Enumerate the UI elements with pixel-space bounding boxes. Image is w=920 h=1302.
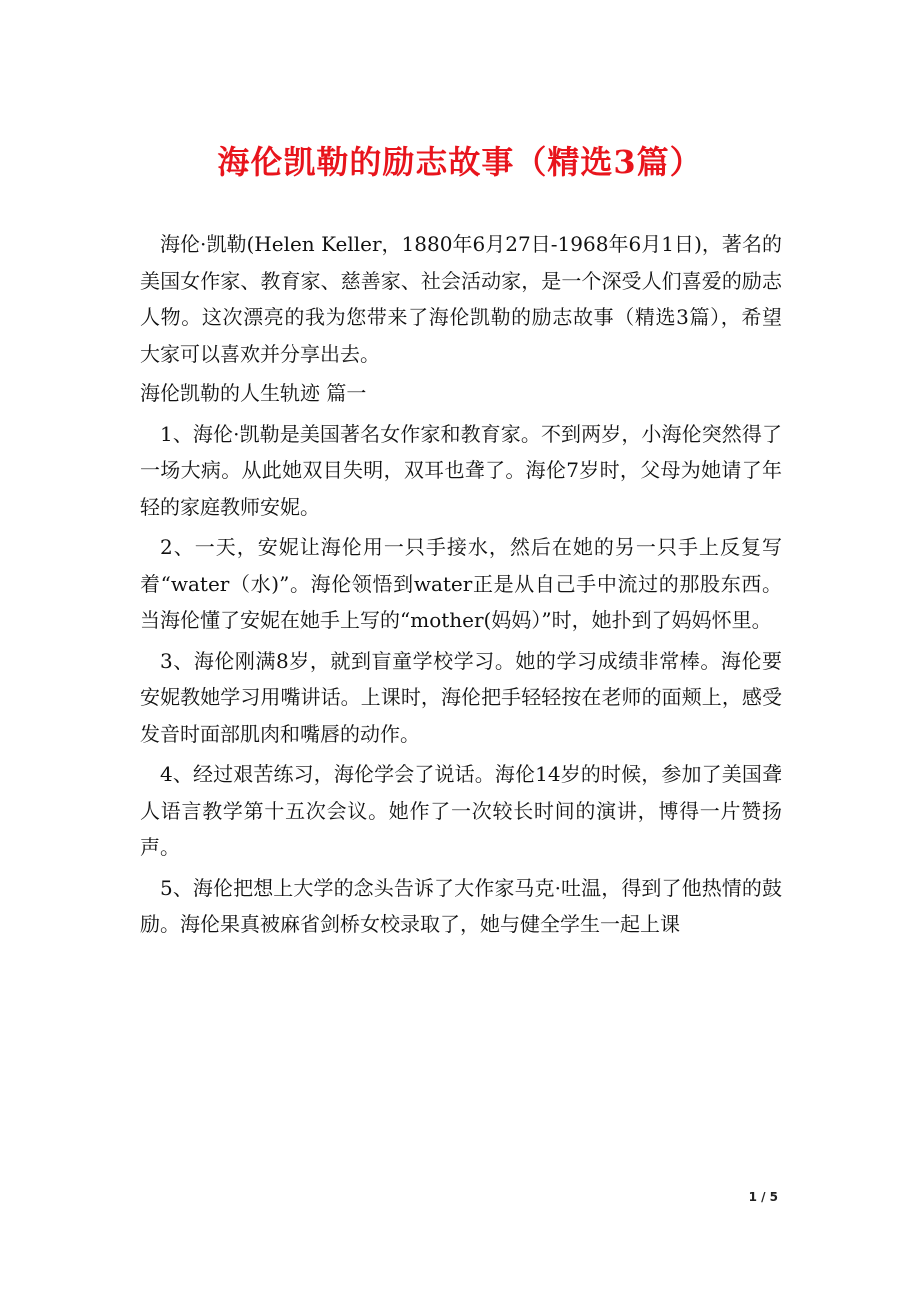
paragraph-item-5: 5、海伦把想上大学的念头告诉了大作家马克·吐温，得到了他热情的鼓励。海伦果真被麻省剑桥女校录取了，她与健全学生一起上课	[140, 875, 782, 936]
section-heading: 海伦凯勒的人生轨迹 篇一	[140, 381, 367, 405]
paragraph-item-3: 3、海伦刚满8岁，就到盲童学校学习。她的学习成绩非常棒。海伦要安妮教她学习用嘴讲话。上课时，海伦把手轻轻按在老师的面颊上，感受发音时面部肌肉和嘴唇的动作。	[140, 648, 782, 746]
document-title: 海伦凯勒的励志故事（精选3篇）	[217, 143, 703, 181]
page-number: 1 / 5	[748, 1190, 778, 1204]
paragraph-item-1: 1、海伦·凯勒是美国著名女作家和教育家。不到两岁，小海伦突然得了一场大病。从此她双目失明，双耳也聋了。海伦7岁时，父母为她请了年轻的家庭教师安妮。	[140, 421, 782, 519]
paragraph-intro: 海伦·凯勒(Helen Keller，1880年6月27日-1968年6月1日)，著名的美国女作家、教育家、慈善家、社会活动家，是一个深受人们喜爱的励志人物。这次漂亮的我为您带来了海伦凯勒的励志故事（精选3篇），希望大家可以喜欢并分享出去。	[140, 232, 782, 366]
document-body	[140, 226, 782, 943]
paragraph-item-2: 2、一天，安妮让海伦用一只手接水，然后在她的另一只手上反复写着“water（水)”。海伦领悟到water正是从自己手中流过的那股东西。当海伦懂了安妮在她手上写的“mother(妈妈）”时，她扑到了妈妈怀里。	[140, 535, 782, 632]
paragraph-item-4: 4、经过艰苦练习，海伦学会了说话。海伦14岁的时候，参加了美国聋人语言教学第十五次会议。她作了一次较长时间的演讲，博得一片赞扬声。	[140, 762, 782, 859]
